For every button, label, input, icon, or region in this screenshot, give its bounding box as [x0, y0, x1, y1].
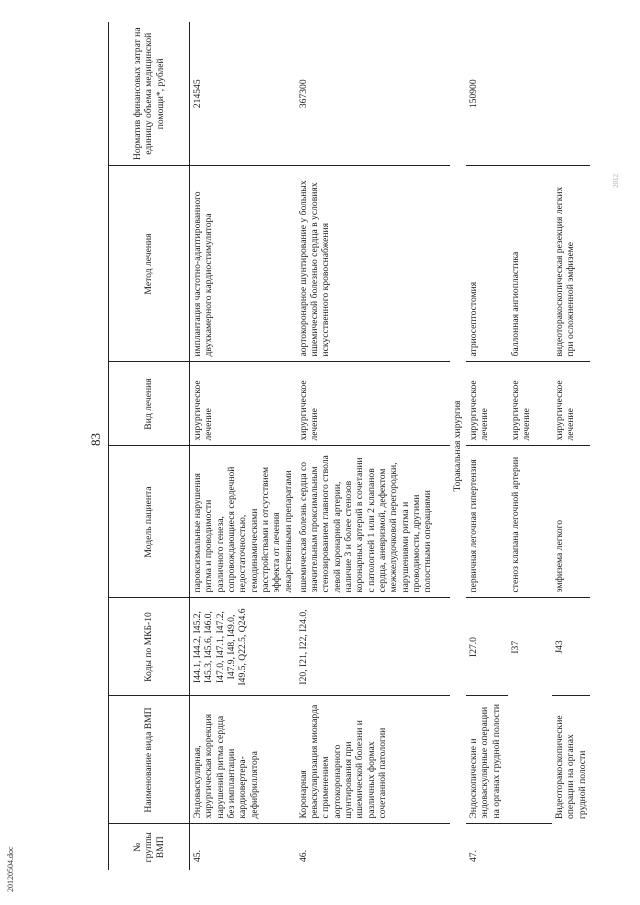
row-icd-codes: I37 — [510, 640, 522, 654]
section-title: Торакальная хирургия — [451, 400, 463, 492]
row-icd-codes: I44.1, I44.2, I45.2, I45.3, I45.6, I46.0, I47.0, I47.1, I47.2, I47.9, I48, I49.0, I49.5, Q22.5, Q24.6 — [190, 598, 296, 696]
header-cost-rate: Норматив финансовых затрат на единицу объема медицинской помощи*, рублей — [109, 22, 190, 166]
row-treatment-method: имплантация частотно-адаптированного двухкамерного кардиостимулятора — [190, 166, 296, 362]
row-patient-model: ишемическая болезнь сердца со значительным проксимальным стенозированием главного ствола левой коронарной артерии, наличие 3 и более стенозов коронарных артерий в сочетании с патологией 1 или 2 клапанов сердца, аневризмой, дефектом межжелудочковой перегородки, нарушениями ритма и проводимости, другими полостными операциями — [296, 446, 450, 598]
row-treatment-type: хирургическое лечение — [552, 362, 590, 446]
section-row — [450, 22, 466, 870]
row-number: 46. — [297, 850, 309, 862]
header-treatment-method: Метод лечения — [109, 166, 190, 362]
row-icd-codes: J43 — [552, 598, 590, 696]
row-patient-model: стеноз клапана легочной артерии — [508, 446, 552, 598]
vmp-table — [108, 22, 590, 870]
row-icd-codes: I27.0 — [466, 598, 508, 696]
table-row — [296, 22, 450, 870]
row-icd-codes: I20, I21, I22, I24.0, — [296, 598, 450, 696]
header-treatment-type: Вид лечения — [109, 362, 190, 446]
corner-mark: 2012 — [612, 174, 620, 188]
row-vmp-name: Эндоваскулярная, хирургическая коррекция нарушений ритма сердца без имплантации кардиовертера-дефибриллятора — [190, 696, 296, 824]
table-header-row — [109, 22, 190, 870]
table-row — [466, 22, 508, 870]
header-vmp-name: Наименование вида ВМП — [109, 696, 190, 824]
row-treatment-type: хирургическое лечение — [466, 362, 508, 446]
file-name-footer: 20120504.doc — [6, 846, 15, 892]
row-vmp-name: Коронарная реваскуляризация миокарда с применением аортокоронарного шунтирования при ишемической болезни и различных формах сочетанной патологии — [296, 696, 450, 824]
row-treatment-method: аортокоронарное шунтирование у больных ишемической болезнью сердца в условиях искусственного кровоснабжения — [296, 166, 450, 362]
row-cost-rate: 150900 — [466, 22, 590, 166]
row-treatment-type: хирургическое лечение — [190, 362, 296, 446]
row-number: 45. — [192, 850, 203, 862]
row-patient-model: первичная легочная гипертензия — [466, 446, 508, 598]
row-treatment-method: атриосептостомия — [466, 166, 508, 362]
row-treatment-type: хирургическое лечение — [296, 362, 450, 446]
row-number: 47. — [468, 850, 480, 862]
header-icd-codes: Коды по МКБ-10 — [109, 598, 190, 696]
row-treatment-method: баллонная ангиопластика — [508, 166, 552, 362]
row-cost-rate: 214545 — [190, 22, 296, 166]
header-group-number: № группы ВМП — [109, 824, 190, 870]
row-patient-model: эмфизема легкого — [552, 446, 590, 598]
header-patient-model: Модель пациента — [109, 446, 190, 598]
row-vmp-name: Видеоторакоскопические операции на органах грудной полости — [554, 715, 588, 819]
table-row — [190, 22, 296, 870]
rotated-table-container — [108, 22, 626, 870]
row-treatment-type: хирургическое лечение — [508, 362, 552, 446]
row-patient-model: пароксизмальные нарушения ритма и проводимости различного генеза, сопровождающиеся сердечной недостаточностью, гемодинамическими расстройствами и отсутствием эффекта от лечения лекарственными препаратами — [190, 446, 296, 598]
row-cost-rate: 367300 — [296, 22, 450, 166]
row-vmp-name: Эндоскопические и эндоваскулярные операции на органах грудной полости — [466, 696, 552, 824]
row-treatment-method: видеоторакоскопическая резекция легких при осложненной эмфиземе — [552, 166, 590, 362]
page-number: 83 — [88, 433, 103, 446]
